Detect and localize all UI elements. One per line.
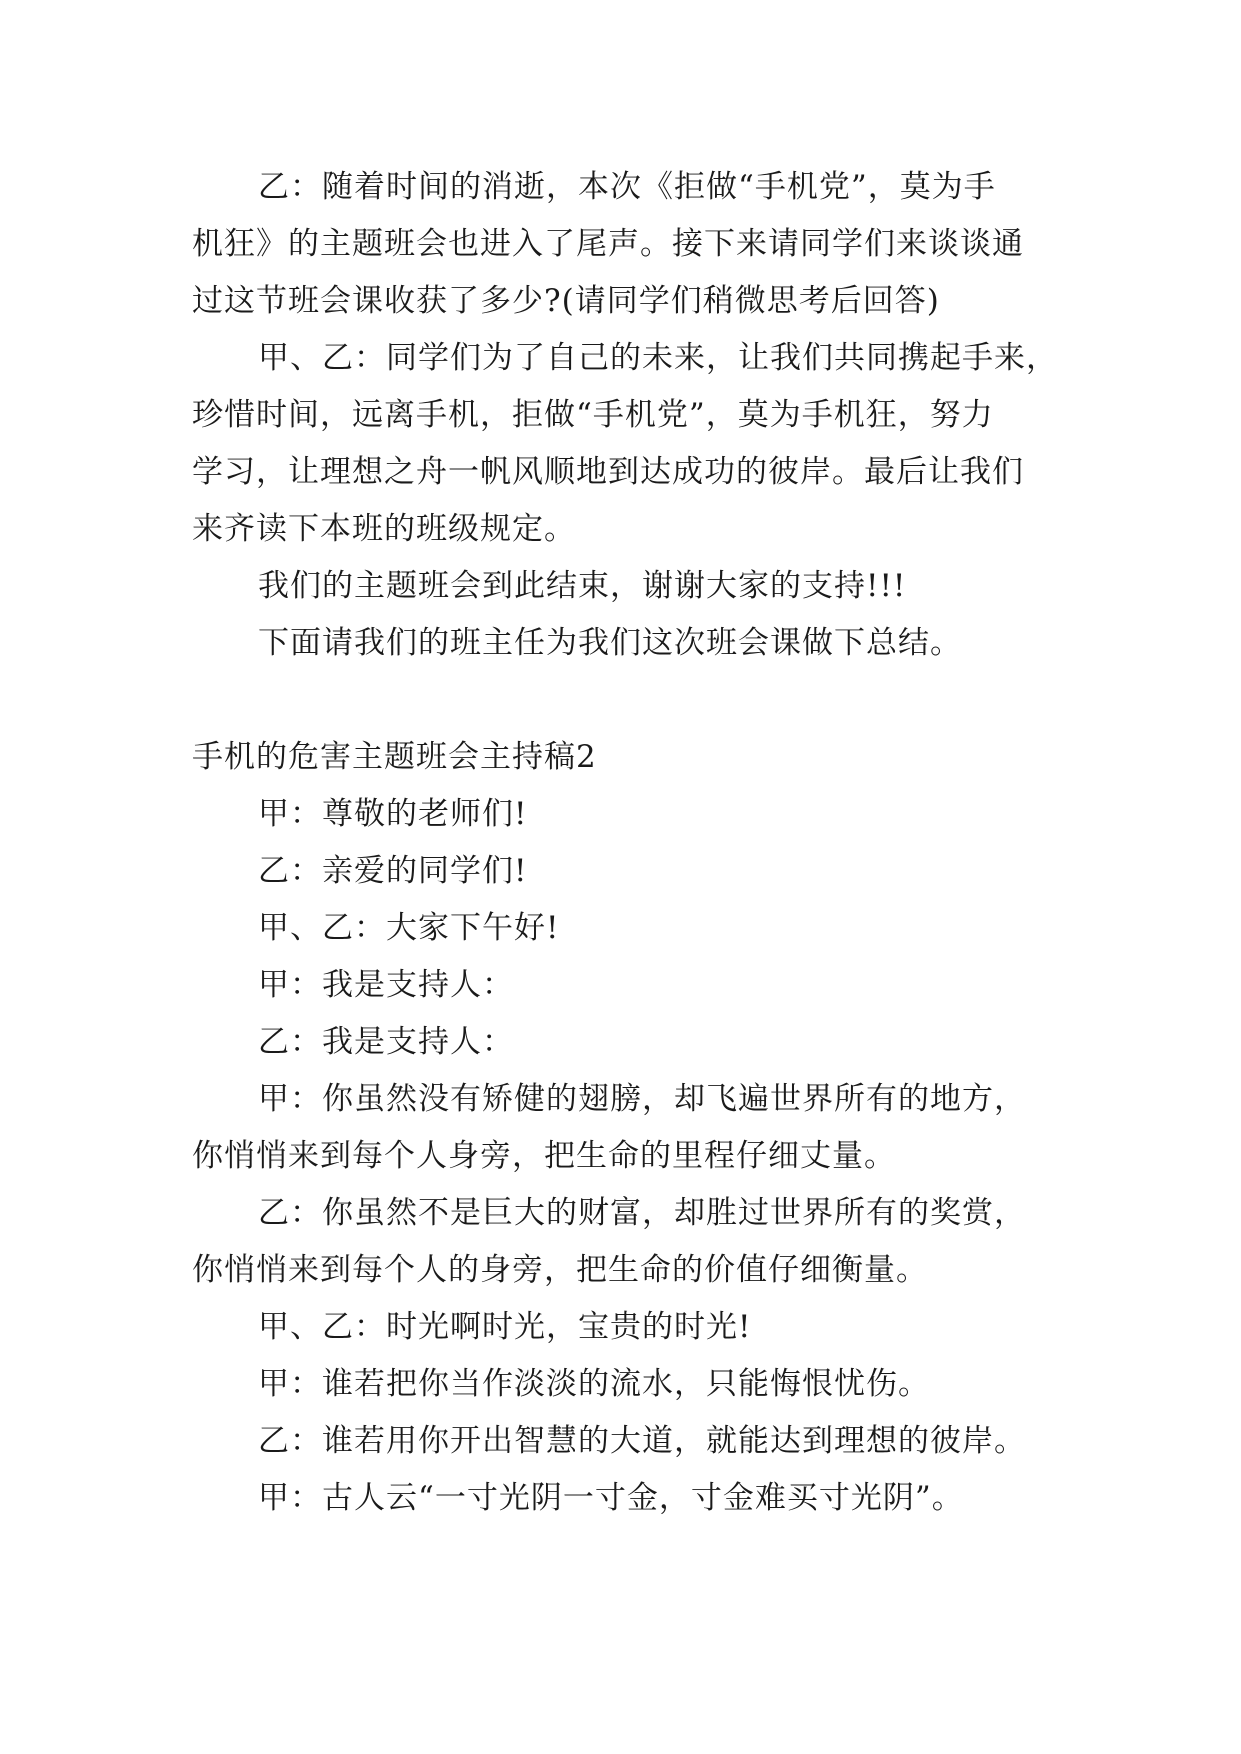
paragraph-line: 乙：我是支持人： bbox=[258, 1024, 514, 1060]
paragraph-line: 你悄悄来到每个人身旁，把生命的里程仔细丈量。 bbox=[192, 1138, 896, 1174]
paragraph-line: 甲、乙：大家下午好! bbox=[258, 910, 560, 946]
paragraph-line: 甲：尊敬的老师们! bbox=[258, 796, 528, 832]
paragraph-line: 你悄悄来到每个人的身旁，把生命的价值仔细衡量。 bbox=[192, 1252, 928, 1288]
paragraph-line: 机狂》的主题班会也进入了尾声。接下来请同学们来谈谈通 bbox=[192, 226, 1024, 262]
paragraph-line: 乙：随着时间的消逝，本次《拒做“手机党”，莫为手 bbox=[258, 169, 996, 205]
paragraph-line: 我们的主题班会到此结束，谢谢大家的支持!!! bbox=[258, 568, 907, 604]
paragraph-line: 下面请我们的班主任为我们这次班会课做下总结。 bbox=[258, 625, 962, 661]
paragraph-line: 甲：古人云“一寸光阴一寸金，寸金难买寸光阴”。 bbox=[258, 1480, 964, 1516]
paragraph-line: 过这节班会课收获了多少?(请同学们稍微思考后回答) bbox=[192, 283, 940, 319]
paragraph-line: 珍惜时间，远离手机，拒做“手机党”，莫为手机狂，努力 bbox=[192, 397, 994, 433]
paragraph-line: 甲：谁若把你当作淡淡的流水，只能悔恨忧伤。 bbox=[258, 1366, 930, 1402]
paragraph-line: 甲：你虽然没有矫健的翅膀，却飞遍世界所有的地方， bbox=[258, 1081, 1026, 1117]
paragraph-line: 乙：谁若用你开出智慧的大道，就能达到理想的彼岸。 bbox=[258, 1423, 1026, 1459]
section-title: 手机的危害主题班会主持稿2 bbox=[192, 739, 597, 775]
paragraph-line: 来齐读下本班的班级规定。 bbox=[192, 511, 576, 547]
paragraph-line: 甲、乙：时光啊时光，宝贵的时光! bbox=[258, 1309, 752, 1345]
paragraph-line: 学习，让理想之舟一帆风顺地到达成功的彼岸。最后让我们 bbox=[192, 454, 1024, 490]
paragraph-line: 乙：亲爱的同学们! bbox=[258, 853, 528, 889]
paragraph-line: 甲：我是支持人： bbox=[258, 967, 514, 1003]
paragraph-line: 乙：你虽然不是巨大的财富，却胜过世界所有的奖赏， bbox=[258, 1195, 1026, 1231]
paragraph-line: 甲、乙：同学们为了自己的未来，让我们共同携起手来， bbox=[258, 340, 1058, 376]
